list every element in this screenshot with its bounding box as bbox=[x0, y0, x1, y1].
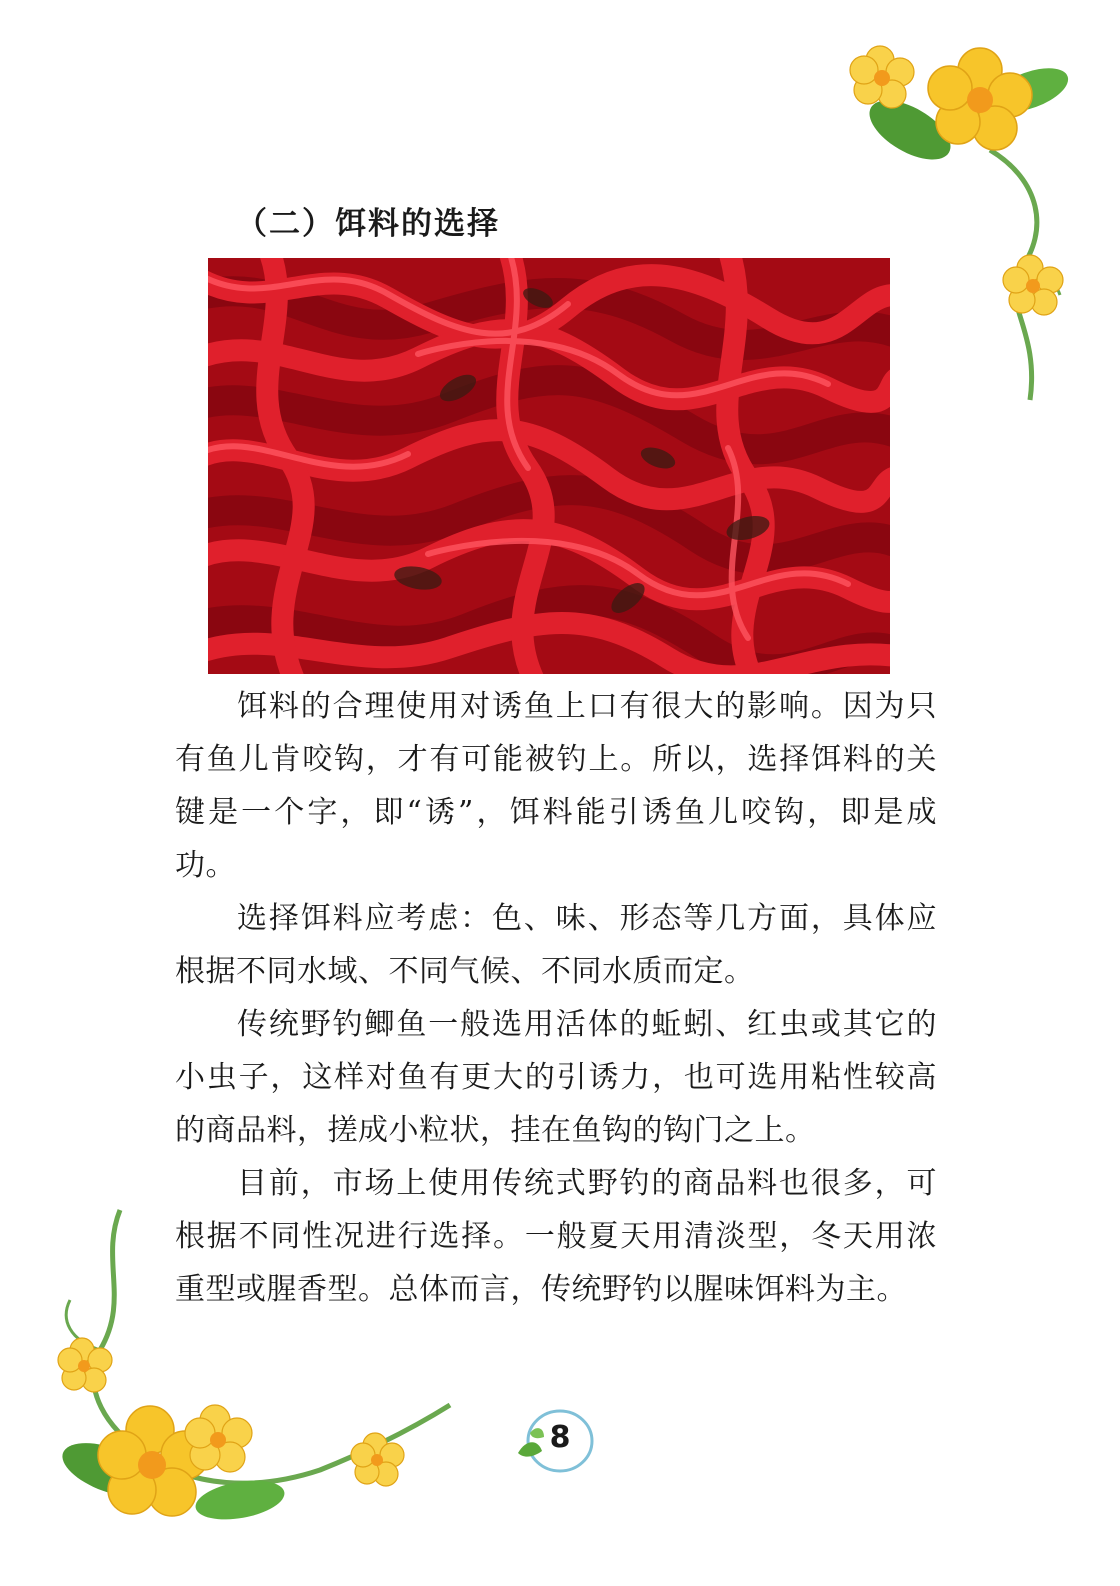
flower-ornament-bottom bbox=[40, 1200, 470, 1570]
bloodworm-photo bbox=[208, 258, 890, 674]
page-number: 8 bbox=[549, 1420, 571, 1455]
section-heading: （二）饵料的选择 bbox=[236, 206, 500, 242]
paragraph-bait-importance: 饵料的合理使用对诱鱼上口有很大的影响。因为只有鱼儿肯咬钩，才有可能被钓上。所以，选择饵料的关键是一个字，即“诱”，饵料能引诱鱼儿咬钩，即是成功。 bbox=[175, 689, 937, 883]
paragraph-commercial-bait: 目前，市场上使用传统式野钓的商品料也很多，可根据不同性况进行选择。一般夏天用清淡型，冬天用浓重型或腥香型。总体而言，传统野钓以腥味饵料为主。 bbox=[175, 1166, 937, 1307]
paragraph-traditional-bait: 传统野钓鲫鱼一般选用活体的蚯蚓、红虫或其它的小虫子，这样对鱼有更大的引诱力，也可选用粘性较高的商品料，搓成小粒状，挂在鱼钩的钩门之上。 bbox=[175, 1007, 937, 1148]
paragraph-bait-factors: 选择饵料应考虑：色、味、形态等几方面，具体应根据不同水域、不同气候、不同水质而定。 bbox=[175, 901, 937, 989]
